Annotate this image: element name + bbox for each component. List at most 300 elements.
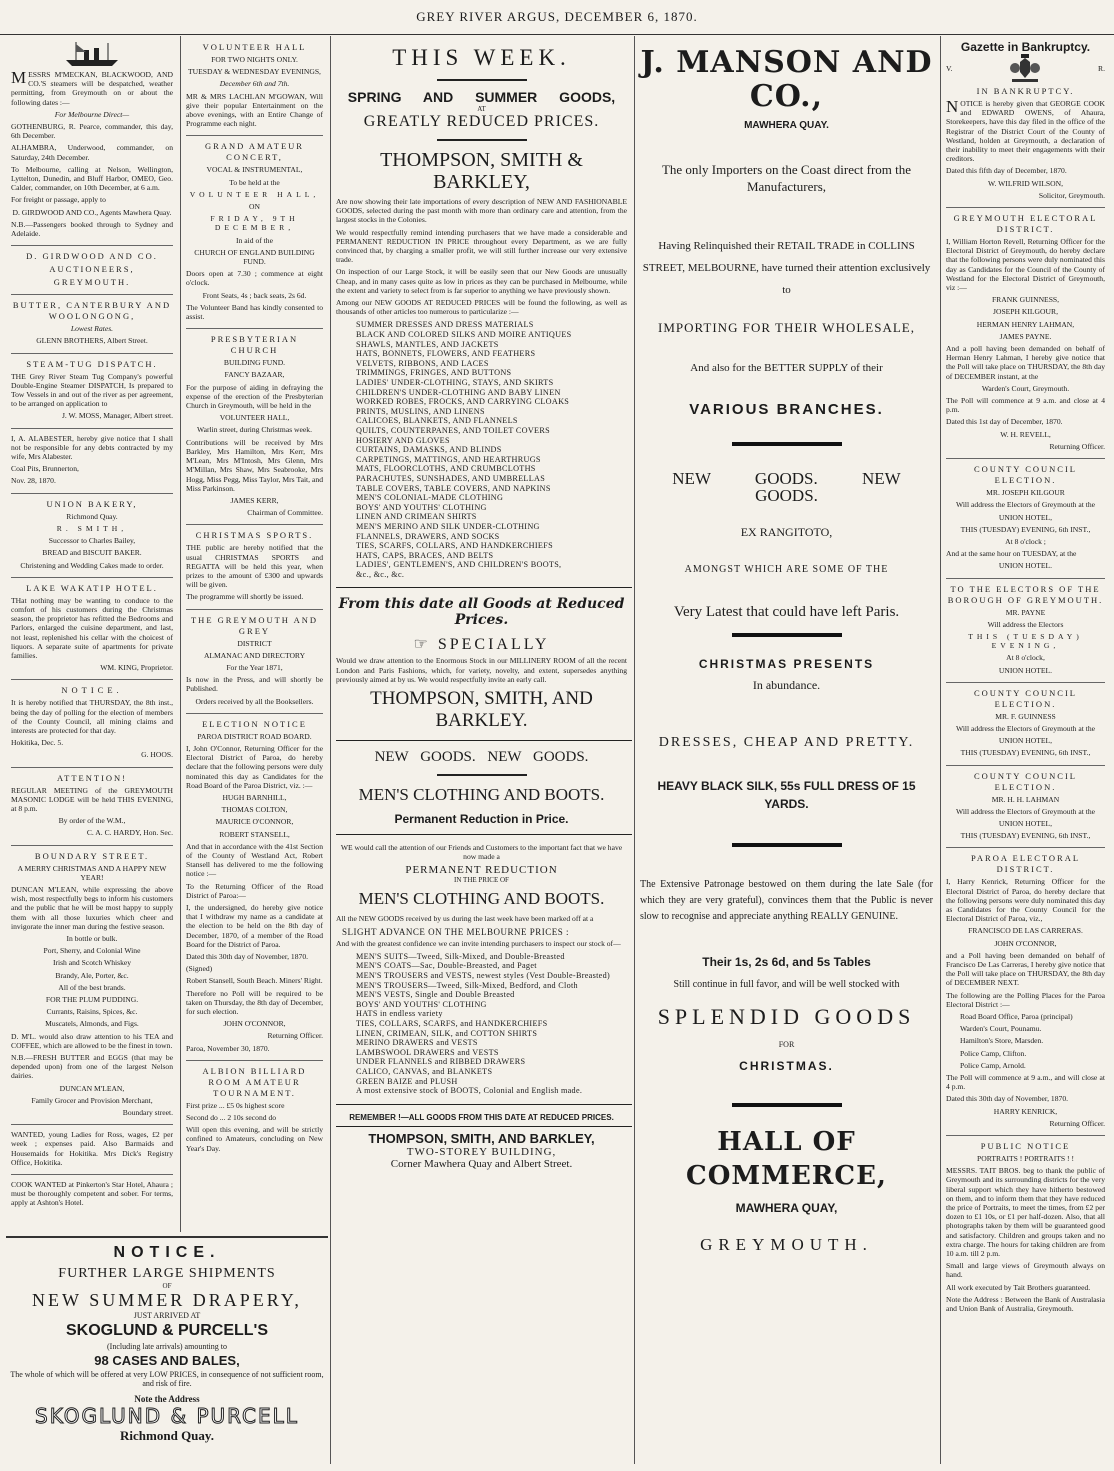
crest-r: R.: [1098, 64, 1105, 74]
masonic-text: REGULAR MEETING of the GREYMOUTH MASONIC LODGE will be held THIS EVENING, at 8 p.m.: [11, 785, 173, 813]
tsb-p4: Among our NEW GOODS AT REDUCED PRICES will be found the following, as well as thousands of other articles too numerous to particularize :—: [336, 298, 627, 317]
butter-rates: Lowest Rates.: [70, 324, 114, 334]
ad-billiard: [186, 1066, 323, 1153]
manson-favor: Still continue in full favor, and will be well stocked with: [673, 979, 900, 990]
goods-item: PARACHUTES, SUNSHADES, AND UMBRELLAS: [356, 473, 546, 483]
bakery-succ: Successor to Charles Bailey,: [48, 536, 136, 546]
concert-kind: VOCAL & INSTRUMENTAL,: [206, 165, 303, 175]
sports-prog: The programme will shortly be issued.: [186, 592, 304, 602]
ad-almanac: [186, 615, 323, 714]
boundary-plum: FOR THE PLUM PUDDING.: [45, 995, 139, 1004]
suits-item: BOYS' AND YOUTHS' CLOTHING: [356, 999, 487, 1009]
cc2-text: Will address the Electors of Greymouth at the: [955, 723, 1096, 733]
tsb-firm: THOMPSON, SMITH & BARKLEY,: [380, 149, 583, 193]
corner: Corner Mawhera Quay and Albert Street.: [390, 1157, 573, 1170]
column-4: [634, 36, 938, 1464]
goods-item: MEN'S MERINO AND SILK UNDER-CLOTHING: [356, 521, 540, 531]
goods-item: SHAWLS, MANTLES, AND JACKETS: [356, 339, 499, 349]
suits-list: [336, 952, 627, 1096]
boundary-sig: DUNCAN M'LEAN,: [59, 1083, 125, 1093]
presby-text: For the purpose of aiding in defraying the expense of the erection of the Presbyterian Church in Greymouth, will be held in the: [186, 382, 323, 411]
election-dated: Dated this 30th day of November, 1870.: [186, 952, 309, 962]
election-text2: And that in accordance with the 41st Section of the County of Westland Act, Robert Stansell has delivered to me the following notice :—: [186, 841, 323, 879]
suits-item: A most extensive stock of BOOTS, Colonial and English made.: [356, 1086, 583, 1096]
concert-aid: In aid of the: [236, 235, 273, 245]
divider: [732, 1103, 842, 1107]
manson-having: Having Relinquished their RETAIL TRADE in COLLINS STREET, MELBOURNE, have turned their attention exclusively to: [642, 240, 931, 296]
ad-county-council-guinness: [946, 688, 1105, 766]
butter-firm: GLENN BROTHERS, Albert Street.: [36, 336, 148, 346]
notice-title: NOTICE.: [61, 685, 123, 696]
payne-title: TO THE ELECTORS OF THE BOROUGH OF GREYMOUTH.: [947, 583, 1104, 605]
almanac-year: For the Year 1871,: [226, 662, 283, 672]
ad-county-council-lahman: [946, 771, 1105, 849]
goods-item: LINEN AND CRIMEAN SHIRTS: [356, 512, 477, 522]
skoglund-note: Note the Address: [134, 1394, 200, 1405]
manson-branches: VARIOUS BRANCHES.: [689, 401, 884, 418]
tug-text: THE Grey River Steam Tug Company's powerful Double-Engine Steamer DISPATCH, Is prepared to Tow Vessels in and out of the river as per agreement, to be arranged on application to: [11, 371, 173, 409]
butter-title: BUTTER, CANTERBURY AND WOOLONGONG,: [12, 300, 172, 322]
ad-wakatip-hotel: [11, 583, 173, 681]
manson-dresses: DRESSES, CHEAP AND PRETTY.: [658, 735, 915, 750]
perm-reduction: Permanent Reduction in Price.: [394, 812, 569, 827]
manson-patronage: The Extensive Patronage bestowed on them during the late Sale (for which they are very grateful), convinces them that the Public is never slow to recognise and appreciate anything REALLY GENUINE.: [640, 879, 933, 922]
skoglund-arrived: JUST ARRIVED AT: [133, 1311, 201, 1320]
girdwood-sub: AUCTIONEERS,: [49, 264, 135, 275]
suits-item: MEN'S SUITS—Tweed, Silk-Mixed, and Double-Breasted: [356, 951, 565, 961]
paroa-p2: Warden's Court, Pounamu.: [960, 1024, 1042, 1034]
boundary-tea: D. M'L. would also draw attention to his TEA and COFFEE, which are allowed to be the finest in town.: [11, 1031, 173, 1050]
almanac-orders: Orders received by all the Booksellers.: [195, 696, 314, 706]
manson-amongst: AMONGST WHICH ARE SOME OF THE: [684, 564, 889, 575]
grey-sig: W. H. REVELL,: [1000, 429, 1051, 439]
cc1-when: THIS (TUESDAY) EVENING, 6th INST.,: [960, 524, 1091, 534]
almanac-title: THE GREYMOUTH AND GREY: [190, 614, 319, 636]
manson-silk: HEAVY BLACK SILK, 55s FULL DRESS OF 15 YARDS.: [657, 779, 916, 811]
boundary-text: DUNCAN M'LEAN, while expressing the above wish, most respectfully begs to inform his customers and the public that he will be most happy to supply them with all those luxuries which cheer and invigorate the inner man during the festive season.: [11, 884, 173, 931]
cook-text: COOK WANTED at Pinkerton's Star Hotel, Ahaura ; must be thoroughly competent and sober. For terms, apply at Ashton's Hotel.: [11, 1180, 173, 1208]
boundary-title: BOUNDARY STREET.: [34, 850, 150, 861]
public-work: All work executed by Tait Brothers guaranteed.: [946, 1282, 1091, 1292]
cc1-time: At 8 o'clock ;: [1005, 536, 1046, 546]
mcmeckan-alhambra: ALHAMBRA, Underwood, commander, on Saturday, 24th December.: [11, 143, 173, 162]
grey-n3: HERMAN HENRY LAHMAN,: [976, 319, 1075, 329]
royal-crest-icon: [1008, 54, 1042, 84]
ad-county-council-kilgour: [946, 464, 1105, 578]
payne-text: Will address the Electors: [987, 619, 1064, 629]
masonic-order: By order of the W.M.,: [58, 816, 126, 826]
suits-item: MEN'S TROUSERS—Tweed, Silk-Mixed, Bedford, and Cloth: [356, 980, 578, 990]
tug-sig: J. W. MOSS, Manager, Albert street.: [61, 411, 173, 421]
slight-advance: SLIGHT ADVANCE ON THE MELBOURNE PRICES :: [342, 926, 570, 937]
boundary-l6: Muscatels, Almonds, and Figs.: [45, 1019, 139, 1029]
cc1-hotel2: UNION HOTEL.: [998, 561, 1053, 571]
divider: [336, 1104, 632, 1105]
election-text3: I, the undersigned, do hereby give notice that I withdraw my name as a candidate at the election to be held on the 8th day of December, 1870, of a member of the Road Board for the District of Paroa.: [186, 903, 323, 949]
grey-court: Warden's Court, Greymouth.: [981, 383, 1070, 393]
divider: [336, 1126, 632, 1127]
paroa-p5: Police Camp, Arnold.: [960, 1060, 1026, 1070]
skoglund-quay: Richmond Quay.: [120, 1428, 214, 1444]
election-signed: (Signed): [186, 964, 213, 974]
paroa-n2: JOHN O'CONNOR,: [994, 938, 1057, 948]
cc3-name: MR. H. H. LAHMAN: [991, 794, 1060, 804]
skoglund-notice: NOTICE.: [113, 1244, 221, 1261]
billiard-first: First prize ... £5 0s highest score: [186, 1100, 285, 1110]
manson-firm: J. MANSON AND CO.,: [640, 45, 933, 114]
notice-place: Hokitika, Dec. 5.: [11, 738, 64, 748]
bankruptcy-date: Dated this fifth day of December, 1870.: [946, 166, 1067, 176]
cc1-name: MR. JOSEPH KILGOUR: [986, 488, 1065, 498]
millinery-text: Would we draw attention to the Enormous Stock in our MILLINERY ROOM of all the recent London and Paris Fashions, which, for variety, novelty, and extent, supersedes anything previously aimed at by us. We would respectfully invite an early call.: [336, 656, 627, 684]
goods-item: FLANNELS, DRAWERS, AND SOCKS: [356, 531, 500, 541]
mcmeckan-text: MESSRS M'MECKAN, BLACKWOOD, AND CO.'S steamers will be despatched, weather permitting, from Greymouth on or about the following dates :—: [11, 68, 173, 107]
wanted-text: WANTED, young Ladies for Ross, wages, £2 per week ; expenses paid. Also Barmaids and Housemaids for Hokitika. Mrs Dick's Registry Office, Hokitika.: [11, 1130, 173, 1167]
grey-dated: Dated this 1st day of December, 1870.: [946, 417, 1063, 427]
cc2-hotel: UNION HOTEL,: [998, 736, 1053, 746]
this-week-heading: THIS WEEK.: [392, 45, 571, 70]
volunteer-days: TUESDAY & WEDNESDAY EVENINGS,: [188, 67, 321, 77]
concert-church: CHURCH OF ENGLAND BUILDING FUND.: [194, 247, 315, 267]
goods-item: HATS, CAPS, BRACES, AND BELTS: [356, 550, 494, 560]
bakery-owner: R. SMITH,: [56, 523, 128, 533]
presby-bazaar: FANCY BAZAAR,: [224, 370, 285, 380]
boundary-l5: Currants, Raisins, Spices, &c.: [46, 1007, 138, 1017]
masonic-sig: C. A. C. HARDY, Hon. Sec.: [86, 828, 173, 838]
concert-hall: VOLUNTEER HALL,: [189, 189, 320, 199]
confidence: And with the greatest confidence we can invite intending purchasers to inspect our stock of—: [336, 938, 621, 948]
almanac-district: DISTRICT: [237, 638, 272, 648]
cc3-when: THIS (TUESDAY) EVENING, 6th INST.,: [960, 831, 1091, 841]
almanac-press: Is now in the Press, and will shortly be Published.: [186, 675, 323, 694]
ad-wanted: [11, 1130, 173, 1175]
ad-public-notice: [946, 1141, 1105, 1313]
bakery-title: UNION BAKERY,: [46, 498, 138, 509]
column-3: [330, 36, 632, 1464]
in-bankruptcy: IN BANKRUPTCY.: [976, 86, 1075, 96]
manson-tables: Their 1s, 2s 6d, and 5s Tables: [702, 955, 871, 969]
goods-item: SUMMER DRESSES AND DRESS MATERIALS: [356, 320, 534, 330]
tsb-firm-3: THOMPSON, SMITH, AND BARKLEY,: [368, 1130, 595, 1146]
volunteer-nights: FOR TWO NIGHTS ONLY.: [211, 55, 298, 64]
election-text4: Therefore no Poll will be required to be taken on Thursday, the 8th day of December, for such election.: [186, 988, 323, 1017]
bankruptcy-solic: Solicitor, Greymouth.: [1038, 190, 1105, 200]
building: TWO-STOREY BUILDING,: [406, 1145, 557, 1158]
ad-cook: [11, 1180, 173, 1208]
manson-quay: MAWHERA QUAY.: [744, 120, 829, 131]
permanent-reduction: PERMANENT REDUCTION: [405, 864, 558, 877]
billiard-text: Will open this evening, and will be strictly confined to Amateurs, concluding on New Year's Day.: [186, 1125, 323, 1153]
ad-election-notice: [186, 719, 323, 1061]
manson-mawhera: MAWHERA QUAY,: [735, 1201, 838, 1215]
boundary-trade: Family Grocer and Provision Merchant,: [31, 1095, 153, 1105]
paroa-p1: Road Board Office, Paroa (principal): [960, 1012, 1073, 1021]
masthead: GREY RIVER ARGUS, DECEMBER 6, 1870.: [0, 0, 1114, 35]
call-text: WE would call the attention of our Friends and Customers to the important fact that we have now made a: [340, 843, 623, 862]
skoglund-of: OF: [162, 1282, 172, 1290]
skoglund-drapery: NEW SUMMER DRAPERY,: [32, 1290, 302, 1310]
paroa-n1: FRANCISCO DE LAS CARRERAS.: [968, 926, 1083, 936]
spring-summer: SPRING AND SUMMER GOODS,: [347, 89, 616, 105]
concert-held: To be held at the: [229, 177, 280, 187]
presby-contrib: Contributions will be received by Mrs Barkley, Mrs Hamilton, Mrs Kerr, Mrs M'Lean, Mrs M'Intosh, Mrs Glenn, Mrs M'Millan, Mrs Shaw, Mrs Seabrooke, Mrs Hogg, Miss Pegg, Miss Taylor, Mrs Tait, and Miss Parkinson.: [186, 437, 323, 493]
cc1-hotel: UNION HOTEL,: [998, 512, 1053, 522]
goods-item: TABLE COVERS, TABLE COVERS, AND NAPKINS: [356, 483, 551, 493]
boundary-greet: A MERRY CHRISTMAS AND A HAPPY NEW YEAR!: [17, 863, 167, 882]
paroa-p3: Hamilton's Store, Marsden.: [960, 1036, 1044, 1046]
tug-title: STEAM-TUG DISPATCH.: [26, 358, 158, 369]
bankruptcy-text: NOTICE is hereby given that GEORGE COOK and EDWARD OWENS, of Ahaura, Storekeepers, have this day filed in the office of the Registrar of the District Court of the County of Westland, holden at Greymouth, a declaration of their inability to meet their engagements with their creditors.: [946, 97, 1105, 164]
election-place: Paroa, November 30, 1870.: [186, 1043, 270, 1053]
manson-xmas: CHRISTMAS PRESENTS: [698, 657, 875, 671]
notice-sig: G. HOOS.: [141, 750, 173, 760]
grey-n2: JOSEPH KILGOUR,: [993, 307, 1058, 317]
suits-item: CALICO, CANVAS, and BLANKETS: [356, 1067, 493, 1077]
girdwood-title: D. GIRDWOOD AND CO.: [26, 251, 158, 262]
suits-item: MEN'S COATS—Sac, Double-Breasted, and Paget: [356, 961, 537, 971]
divider: [437, 774, 527, 776]
ad-girdwood: [11, 251, 173, 295]
paroa-sig: HARRY KENRICK,: [993, 1106, 1058, 1116]
skoglund-incl: (Including late arrivals) amounting to: [107, 1342, 227, 1351]
presby-fund: BUILDING FUND.: [223, 358, 286, 368]
presby-title: PRESBYTERIAN CHURCH: [210, 334, 299, 356]
cc1-text: Will address the Electors of Greymouth at the: [955, 500, 1096, 510]
steamship-icon: [62, 40, 122, 68]
manson-christmas: CHRISTMAS.: [739, 1059, 834, 1073]
tsb-firm-2: THOMPSON, SMITH, AND BARKLEY.: [370, 688, 593, 732]
paroa-text2: and a Poll having been demanded on behalf of Francisco De Las Carreras, I hereby give notice that the Poll will take place on THURSDAY, the 8th day of DECEMBER NEXT.: [946, 950, 1105, 988]
boundary-nb: N.B.—FRESH BUTTER and EGGS (that may be depended upon) from one of the largest Nelson dairies.: [11, 1053, 173, 1081]
election-to: To the Returning Officer of the Road District of Paroa:—: [186, 881, 323, 900]
wakatip-text: THat nothing may be wanting to conduce to the comfort of his customers during the Christmas season, the proprietor has refitted the Bedrooms and Parlors, enlarged the cuisine department, and last, not least, replenished his cellar with the choicest of liquors. A separate suite of apartments for private families.: [11, 595, 173, 660]
boundary-l2: Irish and Scotch Whiskey: [52, 958, 132, 968]
manson-ex: EX RANGITOTO,: [740, 525, 833, 539]
divider: [732, 442, 842, 446]
mcmeckan-melbourne: For Melbourne Direct—: [54, 109, 130, 119]
divider: [732, 633, 842, 637]
grey-role: Returning Officer.: [1049, 441, 1105, 451]
boundary-l3: Brandy, Ale, Porter, &c.: [55, 970, 129, 980]
divider: [732, 843, 842, 847]
manson-splendid: SPLENDID GOODS: [657, 1004, 916, 1029]
suits-item: GREEN BAIZE and PLUSH: [356, 1076, 458, 1086]
public-addr: Note the Address : Between the Bank of Australasia and Union Bank of Australia, Greymouth.: [946, 1294, 1105, 1314]
goods-item: MATS, FLOORCLOTHS, AND CRUMBCLOTHS: [356, 464, 536, 474]
election-n3: MAURICE O'CONNOR,: [215, 817, 294, 827]
wakatip-sig: WM. KING, Proprietor.: [100, 663, 173, 673]
goods-item: CALICOES, BLANKETS, AND FLANNELS: [356, 416, 518, 426]
manson-hall: HALL OF COMMERCE,: [686, 1127, 887, 1191]
presby-sig: JAMES KERR,: [230, 495, 279, 505]
girdwood-place: GREYMOUTH.: [53, 277, 131, 288]
election-n2: THOMAS COLTON,: [221, 805, 288, 815]
mcmeckan-omeo: To Melbourne, calling at Nelson, Wellington, Lyttelton, Dunedin, and Bluff Harbor, OMEO, Geo. Calder, commander, on 10th December, at 6 a.m.: [11, 164, 173, 193]
goods-item: MEN'S COLONIAL-MADE CLOTHING: [356, 493, 504, 503]
manson-better: And also for the BETTER SUPPLY of their: [690, 362, 883, 374]
ad-alabester: [11, 434, 173, 494]
from-date: From this date all Goods at Reduced Prices.: [338, 596, 625, 629]
billiard-title: ALBION BILLIARD ROOM AMATEUR TOURNAMENT.: [202, 1065, 307, 1098]
masonic-title: ATTENTION!: [56, 772, 128, 783]
election-role: Returning Officer.: [267, 1031, 323, 1041]
divider: [437, 139, 527, 141]
divider: [336, 587, 632, 588]
tsb-p3: On inspection of our Large Stock, it will be easily seen that our New Goods are unusually Cheap, and in many cases quite as low in prices as they can be purchased in Melbourne, while the extent and variety to select from is far superior to anything we have previously shown.: [336, 267, 627, 295]
concert-doors: Doors open at 7.30 ; commence at eight o'clock.: [186, 269, 323, 288]
gazette-title: Gazette in Bankruptcy.: [960, 40, 1091, 54]
ad-boundary-street: [11, 851, 173, 1126]
sports-text: THE public are hereby notified that the usual CHRISTMAS SPORTS and REGATTA will be held this year, when prizes to the amount of £300 and upwards will be given.: [186, 543, 323, 590]
concert-seats: Front Seats, 4s ; back seats, 2s 6d.: [202, 290, 307, 300]
mcmeckan-freight: For freight or passage, apply to: [11, 195, 106, 205]
mcmeckan-gothenburg: GOTHENBURG, R. Pearce, commander, this day, 6th December.: [11, 122, 173, 141]
cc3-hotel: UNION HOTEL,: [998, 818, 1053, 828]
manson-new-goods: NEW GOODS. NEW GOODS.: [672, 469, 901, 505]
manson-abundance: In abundance.: [752, 678, 821, 692]
ad-christmas-sports: [186, 530, 323, 609]
paroa-p4: Police Camp, Clifton.: [960, 1048, 1027, 1058]
ad-steam-tug: [11, 359, 173, 429]
paroa-title: PAROA ELECTORAL DISTRICT.: [970, 853, 1081, 875]
remember: REMEMBER !—ALL GOODS FROM THIS DATE AT REDUCED PRICES.: [349, 1112, 614, 1122]
divider: [336, 740, 632, 741]
concert-on: ON: [249, 202, 260, 212]
alabester-place: Coal Pits, Brunnerton,: [11, 464, 79, 474]
goods-item: CHILDREN'S UNDER-CLOTHING AND BABY LINEN: [356, 387, 561, 397]
payne-hotel: UNION HOTEL.: [998, 665, 1053, 675]
grey-text: I, William Horton Revell, Returning Officer for the Electoral District of Greymouth, do hereby declare that the following persons were duly nominated this day as Candidates for the Council of the County of Westland for the Electoral District of Greymouth, viz :—: [946, 237, 1105, 293]
goods-item: TRIMMINGS, FRINGES, AND BUTTONS: [356, 368, 512, 378]
suits-item: MEN'S TROUSERS and VESTS, newest styles (Vest Double-Breasted): [356, 971, 611, 981]
concert-title: GRAND AMATEUR CONCERT,: [205, 141, 304, 163]
grey-title: GREYMOUTH ELECTORAL DISTRICT.: [953, 213, 1098, 235]
election-stansell: Robert Stansell, South Beach. Miners' Right.: [186, 976, 323, 986]
ad-payne: [946, 584, 1105, 683]
election-n1: HUGH BARNHILL,: [222, 792, 287, 802]
ad-paroa-electoral: [946, 853, 1105, 1136]
cc1-also: And at the same hour on TUESDAY, at the: [946, 549, 1077, 559]
manson-importers: The only Importers on the Coast direct from the Manufacturers,: [661, 162, 912, 194]
presby-hall: VOLUNTEER HALL,: [219, 413, 290, 423]
crest-row: [946, 54, 1105, 84]
goods-item: CURTAINS, DAMASKS, AND BLINDS: [356, 445, 502, 455]
mens-clothing: MEN'S CLOTHING AND BOOTS.: [358, 785, 605, 805]
cc2-name: MR. F. GUINNESS: [995, 711, 1056, 721]
paroa-text: I, Harry Kenrick, Returning Officer for the Electoral District of Paroa, do hereby declare that the following persons were duly nominated this day as Candidates for the County Council for the Electoral District of Paroa, viz.,: [946, 877, 1105, 924]
cc2-when: THIS (TUESDAY) EVENING, 6th INST.,: [960, 748, 1091, 758]
skoglund-cases: 98 CASES AND BALES,: [94, 1353, 240, 1368]
goods-item: PRINTS, MUSLINS, AND LINENS: [356, 406, 485, 416]
suits-item: LAMBSWOOL DRAWERS and VESTS: [356, 1047, 499, 1057]
election-text: I, John O'Connor, Returning Officer for the Electoral District of Paroa, do hereby declare that the following persons were duly nominated this day as Candidates for the Road Board of the Paroa District, viz. :—: [186, 743, 323, 790]
election-title: ELECTION NOTICE: [202, 718, 307, 729]
paroa-dated: Dated this 30th day of November, 1870.: [946, 1094, 1069, 1104]
suits-item: LINEN, CRIMEAN, SILK, and COTTON SHIRTS: [356, 1028, 538, 1038]
goods-item: TIES, SCARFS, COLLARS, AND HANDKERCHIEFS: [356, 541, 553, 551]
all-new: All the NEW GOODS received by us during the last week have been marked off at a: [336, 914, 594, 924]
payne-time: At 8 o'clock,: [1006, 653, 1045, 663]
wakatip-title: LAKE WAKATIP HOTEL.: [26, 582, 158, 593]
goods-item: &c., &c., &c.: [356, 569, 405, 579]
tsb-p2: We would respectfully remind intending purchasers that we have made a considerable and PERMANENT REDUCTION IN PRICE throughout every Department, as we are fully convinced that, by charging a smaller profit, we will still further increase our very extensive trade.: [336, 227, 627, 265]
bankruptcy-wilson: W. WILFRID WILSON,: [988, 178, 1063, 188]
column-5: [940, 36, 1110, 1464]
election-n4: ROBERT STANSELL,: [219, 829, 290, 839]
reduced-prices: GREATLY REDUCED PRICES.: [363, 113, 600, 130]
specially-heading: ☞ SPECIALLY: [413, 636, 550, 654]
concert-band: The Volunteer Band has kindly consented to assist.: [186, 302, 323, 322]
cc3-title: COUNTY COUNCIL ELECTION.: [973, 770, 1077, 792]
mcmeckan-nb: N.B.—Passengers booked through to Sydney and Adelaide.: [11, 219, 173, 239]
notice-text: It is hereby notified that THURSDAY, the 8th inst., being the day of polling for the election of members of the County Council, all mining claims and interests are protected for that day.: [11, 698, 173, 735]
suits-item: HATS in endless variety: [356, 1009, 443, 1019]
mens-clothing-2: MEN'S CLOTHING AND BOOTS.: [358, 889, 605, 909]
skoglund-name: SKOGLUND & PURCELL: [35, 1404, 299, 1429]
goods-item: LADIES', GENTLEMEN'S, AND CHILDREN'S BOOTS,: [356, 560, 562, 570]
presby-week: Warlin street, during Christmas week.: [197, 425, 312, 435]
ad-concert: [186, 141, 323, 329]
ad-skoglund-purcell: [6, 1236, 328, 1462]
payne-when: THIS (TUESDAY) EVENING,: [968, 631, 1083, 651]
ad-union-bakery: [11, 499, 173, 578]
skoglund-firm: SKOGLUND & PURCELL'S: [65, 1322, 269, 1339]
cc2-title: COUNTY COUNCIL ELECTION.: [973, 687, 1077, 709]
almanac-name: ALMANAC AND DIRECTORY: [203, 650, 306, 660]
public-portraits: PORTRAITS ! PORTRAITS ! !: [977, 1154, 1074, 1164]
suits-item: UNDER FLANNELS and RIBBED DRAWERS: [356, 1057, 526, 1067]
ad-presbyterian: [186, 334, 323, 525]
crest-v: V.: [946, 64, 953, 74]
goods-item: BLACK AND COLORED SILKS AND MOIRE ANTIQUES: [356, 330, 572, 340]
goods-item: LADIES' UNDER-CLOTHING, STAYS, AND SKIRTS: [356, 378, 554, 387]
manson-greymouth: GREYMOUTH.: [700, 1235, 873, 1254]
alabester-text: I, A. ALABESTER, hereby give notice that I shall not be responsible for any debts contracted by my wife, Mrs Alabester.: [11, 433, 173, 462]
public-title: PUBLIC NOTICE: [980, 1141, 1071, 1152]
election-board: PAROA DISTRICT ROAD BOARD.: [197, 731, 312, 741]
goods-item: QUILTS, COUNTERPANES, AND TOILET COVERS: [356, 425, 550, 435]
ad-masonic: [11, 773, 173, 846]
grey-n1: FRANK GUINNESS,: [991, 295, 1060, 305]
grey-n4: JAMES PAYNE.: [999, 331, 1052, 341]
ad-greymouth-electoral: [946, 213, 1105, 459]
at-label: AT: [477, 105, 486, 113]
goods-item: WORKED ROBES, FROCKS, AND CARRYING CLOAKS: [356, 397, 570, 407]
tsb-p1: Are now showing their late importations of every description of NEW AND FASHIONABLE GOODS, selected during the past month with more than ordinary care and attention, from the largest stocks in the Colonies.: [336, 197, 627, 225]
goods-item: HATS, BONNETS, FLOWERS, AND FEATHERS: [356, 349, 536, 359]
goods-item: BOYS' AND YOUTHS' CLOTHING: [356, 502, 487, 512]
cc1-title: COUNTY COUNCIL ELECTION.: [973, 464, 1077, 486]
paroa-places: The following are the Polling Places for the Paroa Electoral District :—: [946, 990, 1105, 1009]
bakery-goods: BREAD and BISCUIT BAKER.: [42, 548, 142, 558]
new-goods: NEW GOODS. NEW GOODS.: [374, 749, 589, 766]
concert-date: FRIDAY, 9TH DECEMBER,: [210, 214, 299, 233]
paroa-role: Returning Officer.: [1049, 1118, 1105, 1128]
specially-label: SPECIALLY: [437, 636, 550, 654]
ad-mcmeckan: [11, 40, 173, 246]
skoglund-text: The whole of which will be offered at very LOW PRICES, in consequence of not sufficient room, and risk of fire.: [10, 1370, 324, 1389]
election-sig: JOHN O'CONNOR,: [223, 1019, 286, 1029]
cc3-text: Will address the Electors of Greymouth at the: [955, 806, 1096, 816]
column-2: [180, 36, 328, 1232]
boundary-st: Boundary street.: [122, 1108, 173, 1118]
paroa-poll: The Poll will commence at 9 a.m., and will close at 4 p.m.: [946, 1073, 1105, 1092]
ad-butter: [11, 300, 173, 353]
manson-for: FOR: [778, 1040, 795, 1049]
grey-poll: The Poll will commence at 9 a.m. and close at 4 p.m.: [946, 396, 1105, 415]
bakery-cakes: Christening and Wedding Cakes made to order.: [20, 560, 164, 570]
volunteer-text: MR & MRS LACHLAN M'GOWAN, Will give their popular Entertainment on the above evenings, with an Entire Change of Programme each night.: [186, 91, 323, 129]
